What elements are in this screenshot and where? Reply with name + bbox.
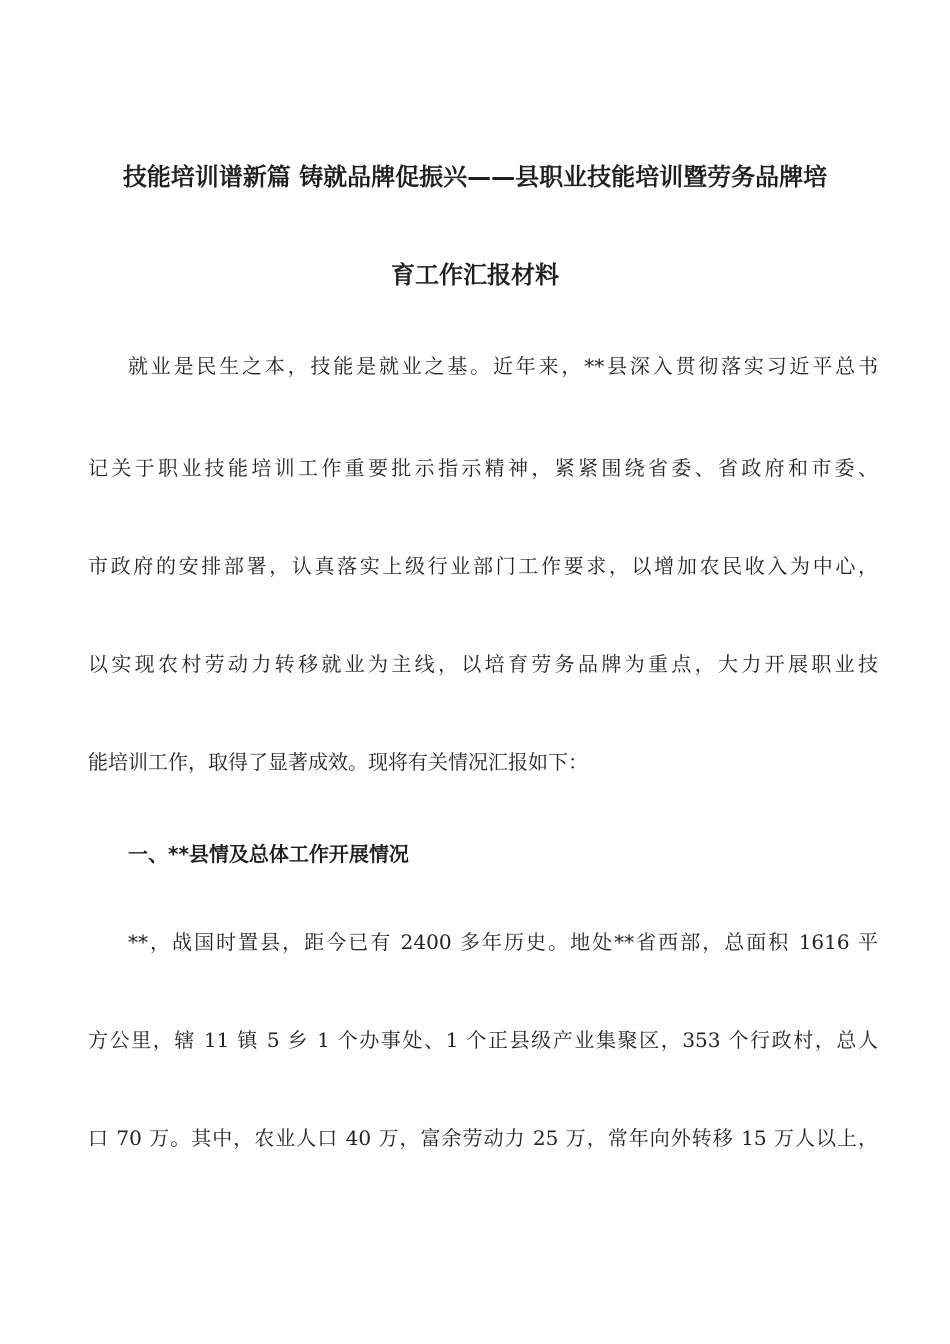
paragraph-line: 能培训工作，取得了显著成效。现将有关情况汇报如下： <box>88 750 588 774</box>
section-heading: 一、**县情及总体工作开展情况 <box>128 842 409 866</box>
paragraph-line: 市政府的安排部署，认真落实上级行业部门工作要求，以增加农民收入为中心， <box>88 554 878 578</box>
paragraph-line: 口 70 万。其中，农业人口 40 万，富余劳动力 25 万，常年向外转移 15 万人以上， <box>88 1126 878 1150</box>
paragraph-line: **，战国时置县，距今已有 2400 多年历史。地处**省西部，总面积 1616 平 <box>128 930 878 954</box>
paragraph-line: 记关于职业技能培训工作重要批示指示精神，紧紧围绕省委、省政府和市委、 <box>88 456 878 480</box>
document-title-line-2: 育工作汇报材料 <box>391 261 559 289</box>
paragraph-line: 以实现农村劳动力转移就业为主线，以培育劳务品牌为重点，大力开展职业技 <box>88 652 878 676</box>
document-title-line-1: 技能培训谱新篇 铸就品牌促振兴——县职业技能培训暨劳务品牌培 <box>122 163 828 191</box>
paragraph-line: 方公里，辖 11 镇 5 乡 1 个办事处、1 个正县级产业集聚区，353 个行政村，总人 <box>88 1028 878 1052</box>
paragraph-line: 就业是民生之本，技能是就业之基。近年来，**县深入贯彻落实习近平总书 <box>128 354 878 378</box>
